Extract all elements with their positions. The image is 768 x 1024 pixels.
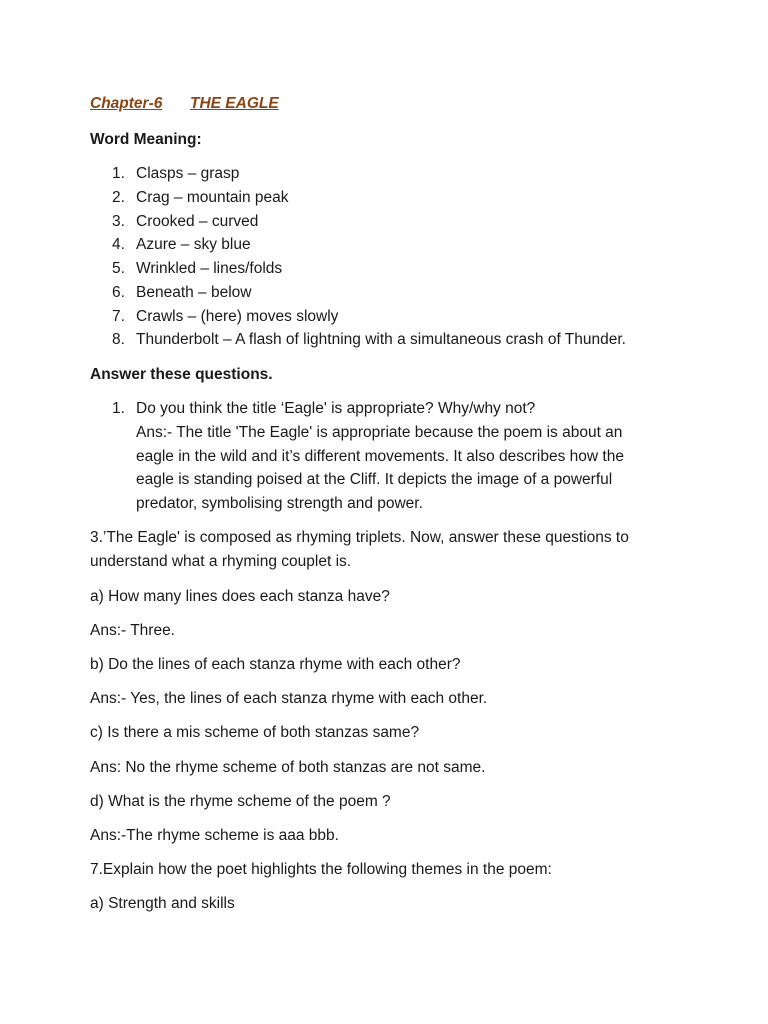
question-d: d) What is the rhyme scheme of the poem ? bbox=[90, 793, 391, 810]
answer-c: Ans: No the rhyme scheme of both stanzas are not same. bbox=[90, 759, 486, 776]
list-number: 8. bbox=[112, 331, 125, 348]
list-item: Thunderbolt – A flash of lightning with a simultaneous crash of Thunder. bbox=[136, 331, 626, 348]
list-number: 1. bbox=[112, 165, 125, 182]
list-number: 4. bbox=[112, 236, 125, 253]
answer-b: Ans:- Yes, the lines of each stanza rhyme with each other. bbox=[90, 690, 488, 707]
page-title: THE EAGLE bbox=[190, 95, 279, 112]
list-item: Azure – sky blue bbox=[136, 236, 251, 253]
question-c: c) Is there a mis scheme of both stanzas same? bbox=[90, 724, 420, 741]
list-number: 7. bbox=[112, 308, 125, 325]
answer-line: Ans:- The title 'The Eagle' is appropriate because the poem is about an bbox=[136, 424, 623, 441]
question-7: 7.Explain how the poet highlights the following themes in the poem: bbox=[90, 861, 552, 878]
list-number: 5. bbox=[112, 260, 125, 277]
chapter-label: Chapter-6 bbox=[90, 95, 163, 112]
list-item: Beneath – below bbox=[136, 284, 252, 301]
question-7a: a) Strength and skills bbox=[90, 895, 235, 912]
question-3-line: 3.’The Eagle' is composed as rhyming triplets. Now, answer these questions to bbox=[90, 529, 629, 546]
list-item: Wrinkled – lines/folds bbox=[136, 260, 283, 277]
word-meaning-heading: Word Meaning: bbox=[90, 131, 202, 148]
answer-line: eagle is standing poised at the Cliff. It depicts the image of a powerful bbox=[136, 471, 613, 488]
list-number: 2. bbox=[112, 189, 125, 206]
list-item: Clasps – grasp bbox=[136, 165, 240, 182]
list-number: 3. bbox=[112, 213, 125, 230]
question-3-line: understand what a rhyming couplet is. bbox=[90, 553, 352, 570]
question-number: 1. bbox=[112, 400, 125, 417]
answer-a: Ans:- Three. bbox=[90, 622, 176, 639]
answer-line: predator, symbolising strength and power. bbox=[136, 495, 423, 512]
answer-heading: Answer these questions. bbox=[90, 366, 273, 383]
list-number: 6. bbox=[112, 284, 125, 301]
answer-line: eagle in the wild and it’s different movements. It also describes how the bbox=[136, 448, 624, 465]
question-a: a) How many lines does each stanza have? bbox=[90, 588, 390, 605]
question-b: b) Do the lines of each stanza rhyme with each other? bbox=[90, 656, 461, 673]
answer-d: Ans:-The rhyme scheme is aaa bbb. bbox=[90, 827, 339, 844]
list-item: Crag – mountain peak bbox=[136, 189, 289, 206]
list-item: Crawls – (here) moves slowly bbox=[136, 308, 339, 325]
list-item: Crooked – curved bbox=[136, 213, 259, 230]
question-1: Do you think the title ‘Eagle' is appropriate? Why/why not? bbox=[136, 400, 536, 417]
